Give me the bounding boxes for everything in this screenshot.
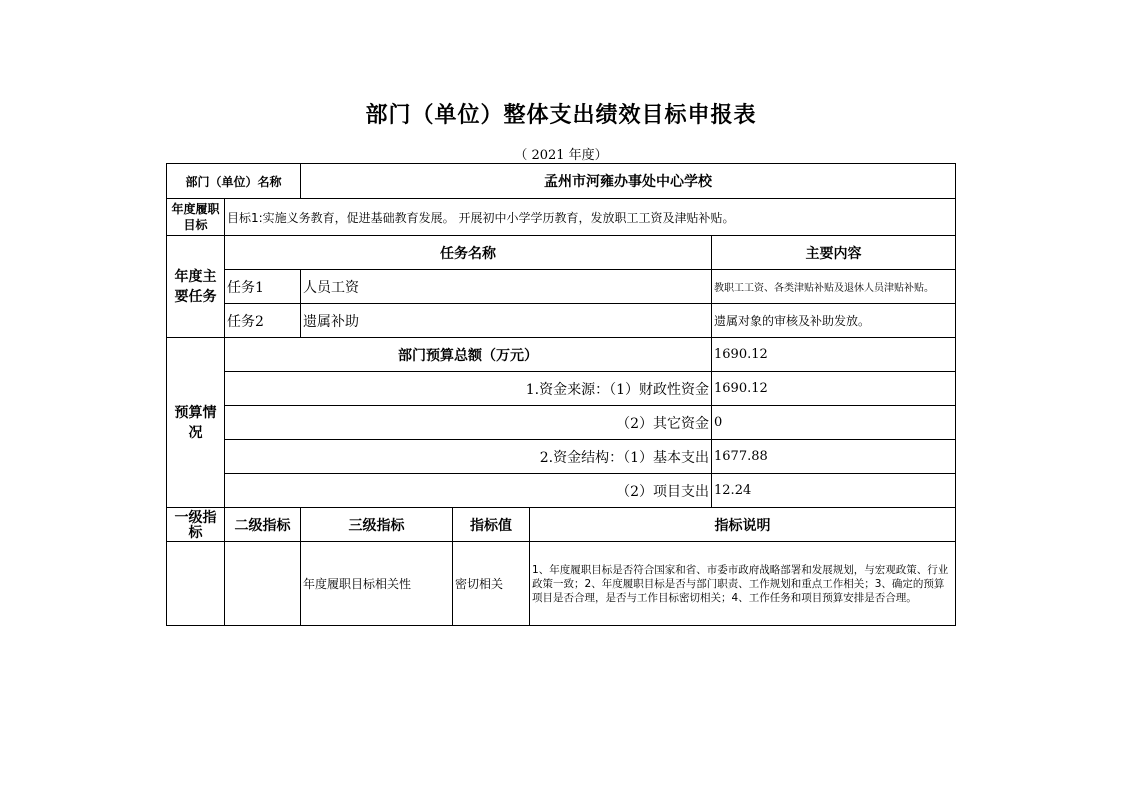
task-id: 任务1 <box>225 270 301 304</box>
indicators-header-level1: 一级指标 <box>167 508 225 542</box>
budget-label: （2）项目支出 <box>225 474 712 508</box>
indicator-level2 <box>225 542 301 626</box>
budget-value: 1690.12 <box>712 338 956 372</box>
task-name: 人员工资 <box>301 270 712 304</box>
task-name: 遗属补助 <box>301 304 712 338</box>
task-id: 任务2 <box>225 304 301 338</box>
task-content: 遗属对象的审核及补助发放。 <box>712 304 956 338</box>
budget-label: 2.资金结构：（1）基本支出 <box>225 440 712 474</box>
tasks-header-content: 主要内容 <box>712 236 956 270</box>
budget-row <box>167 474 956 508</box>
tasks-section-label: 年度主要任务 <box>167 236 225 338</box>
budget-label: （2）其它资金 <box>225 406 712 440</box>
dept-label: 部门（单位）名称 <box>167 164 301 199</box>
task-row <box>167 270 956 304</box>
budget-row <box>167 372 956 406</box>
task-row <box>167 304 956 338</box>
indicators-header-value: 指标值 <box>453 508 530 542</box>
page-title: 部门（单位）整体支出绩效目标申报表 <box>365 103 757 128</box>
indicator-level1 <box>167 542 225 626</box>
indicators-header-row <box>167 508 956 542</box>
dept-value: 孟州市河雍办事处中心学校 <box>301 164 956 199</box>
indicators-header-desc: 指标说明 <box>530 508 956 542</box>
budget-value: 0 <box>712 406 956 440</box>
budget-section-label: 预算情况 <box>167 338 225 508</box>
indicator-value: 密切相关 <box>453 542 530 626</box>
dept-row <box>167 164 956 199</box>
annual-goal-label: 年度履职目标 <box>167 199 225 236</box>
indicators-header-level2: 二级指标 <box>225 508 301 542</box>
budget-value: 1690.12 <box>712 372 956 406</box>
budget-row <box>167 338 956 372</box>
tasks-header-row <box>167 236 956 270</box>
annual-goal-value: 目标1:实施义务教育，促进基础教育发展。 开展初中小学学历教育，发放职工工资及津贴补贴。 <box>225 199 956 236</box>
budget-value: 12.24 <box>712 474 956 508</box>
indicator-desc: 1、年度履职目标是否符合国家和省、市委市政府战略部署和发展规划，与宏观政策、行业政策一致；2、年度履职目标是否与部门职责、工作规划和重点工作相关；3、确定的预算项目是否合理，是否与工作目标密切相关；4、工作任务和项目预算安排是否合理。 <box>530 542 956 626</box>
indicator-level3: 年度履职目标相关性 <box>301 542 453 626</box>
indicator-row <box>167 542 956 626</box>
budget-label: 部门预算总额（万元） <box>225 338 712 372</box>
year-line: （ 2021 年度） <box>514 148 608 163</box>
performance-goal-form <box>166 163 956 626</box>
task-content: 教职工工资、各类津贴补贴及退休人员津贴补贴。 <box>712 270 956 304</box>
tasks-header-name: 任务名称 <box>225 236 712 270</box>
budget-label: 1.资金来源：（1）财政性资金 <box>225 372 712 406</box>
indicators-header-level3: 三级指标 <box>301 508 453 542</box>
budget-row <box>167 406 956 440</box>
budget-row <box>167 440 956 474</box>
budget-value: 1677.88 <box>712 440 956 474</box>
annual-goal-row <box>167 199 956 236</box>
